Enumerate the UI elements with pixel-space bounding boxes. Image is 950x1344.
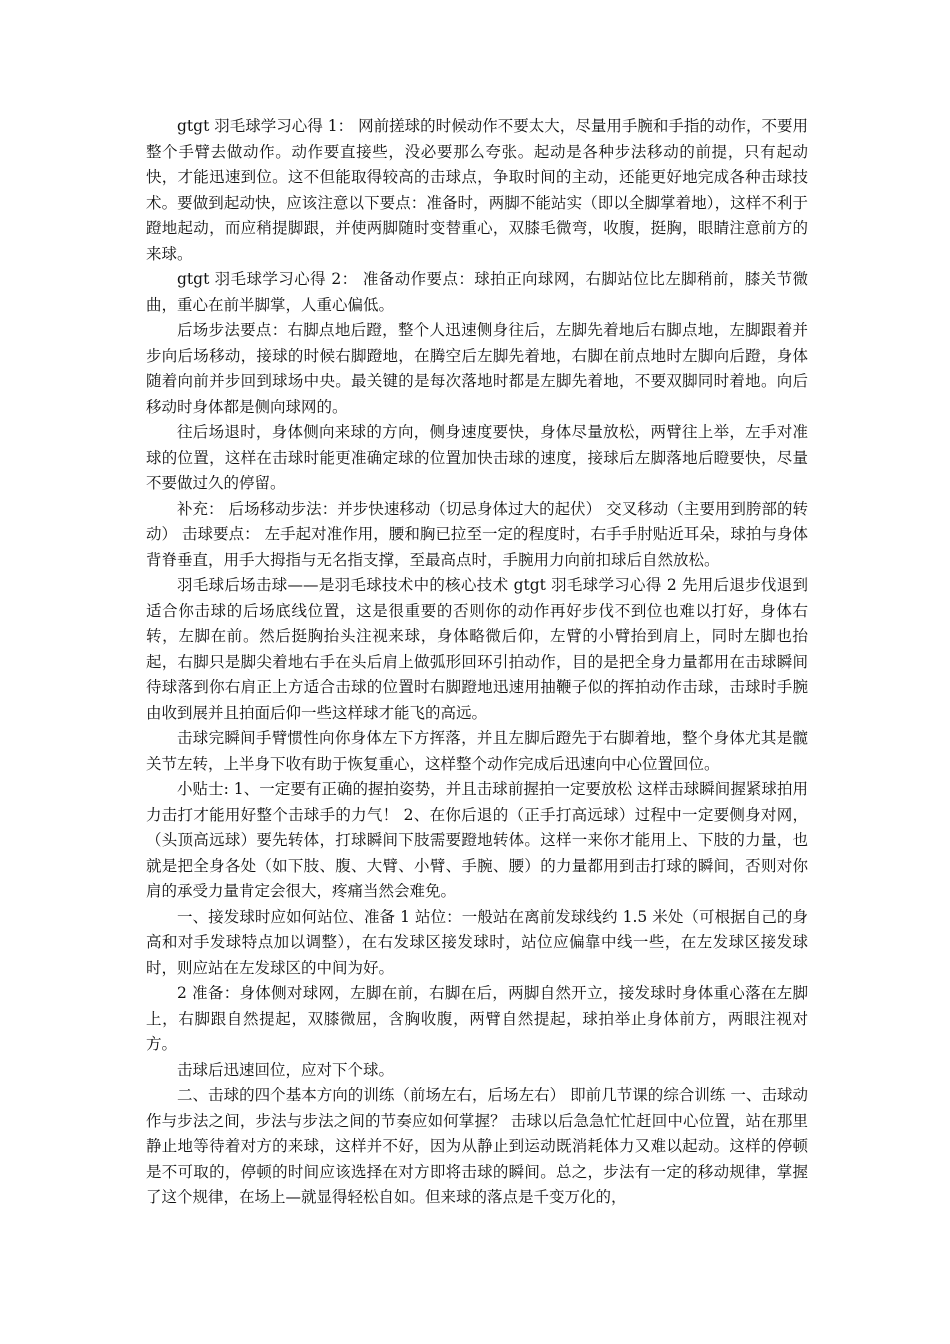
- paragraph-11: 击球后迅速回位，应对下个球。: [177, 1060, 395, 1079]
- paragraph-5: 补充： 后场移动步法：并步快速移动（切忌身体过大的起伏） 交叉移动（主要用到胯部的转动） 击球要点： 左手起对准作用，腰和胸已拉至一定的程度时，右手手肘贴近耳朵，球拍与身体背脊垂直，用手大拇指与无名指支撑，至最高点时，手腕用力向前扣球后自然放松。: [146, 499, 808, 569]
- paragraph-3: 后场步法要点：右脚点地后蹬，整个人迅速侧身往后，左脚先着地后右脚点地，左脚跟着并步向后场移动，接球的时候右脚蹬地，在腾空后左脚先着地，右脚在前点地时左脚向后蹬，身体随着向前并步回到球场中央。最关键的是每次落地时都是左脚先着地，不要双脚同时着地。向后移动时身体都是侧向球网的。: [146, 321, 808, 416]
- paragraph-1: gtgt 羽毛球学习心得 1： 网前搓球的时候动作不要太大，尽量用手腕和手指的动作，不要用整个手臂去做动作。动作要直接些，没必要那么夸张。起动是各种步法移动的前提，只有起动快，才能迅速到位。这不但能取得较高的击球点，争取时间的主动，还能更好地完成各种击球技术。要做到起动快，应该注意以下要点：准备时，两脚不能站实（即以全脚掌着地），这样不利于蹬地起动，而应稍提脚跟，并使两脚随时变替重心，双膝毛微弯，收腹，挺胸，眼睛注意前方的来球。: [146, 117, 808, 263]
- paragraph-12: 二、击球的四个基本方向的训练（前场左右，后场左右） 即前几节课的综合训练 一、击球动作与步法之间，步法与步法之间的节奏应如何掌握？ 击球以后急急忙忙赶回中心位置，站在那里静止地等待着对方的来球，这样并不好，因为从静止到运动既消耗体力又难以起动。这样的停顿是不可取的，停顿的时间应该选择在对方即将击球的瞬间。总之，步法有一定的移动规律，掌握了这个规律，在场上—就显得轻松自如。但来球的落点是千变万化的，: [146, 1086, 808, 1206]
- document-body: [146, 114, 808, 1211]
- paragraph-2: gtgt 羽毛球学习心得 2： 准备动作要点：球拍正向球网，右脚站位比左脚稍前，膝关节微曲，重心在前半脚掌，人重心偏低。: [146, 270, 808, 314]
- paragraph-8: 小贴士: 1、一定要有正确的握拍姿势，并且击球前握拍一定要放松 这样击球瞬间握紧球拍用力击打才能用好整个击球手的力气！ 2、在你后退的（正手打高远球）过程中一定要侧身对网，（头顶高远球）要先转体，打球瞬间下肢需要蹬地转体。这样一来你才能用上、下肢的力量，也就是把全身各处（如下肢、腹、大臂、小臂、手腕、腰）的力量都用到击打球的瞬间，否则对你肩的承受力量肯定会很大，疼痛当然会难免。: [146, 780, 808, 900]
- paragraph-4: 往后场退时，身体侧向来球的方向，侧身速度要快，身体尽量放松，两臂往上举，左手对准球的位置，这样在击球时能更准确定球的位置加快击球的速度，接球后左脚落地后瞪要快，尽量不要做过久的停留。: [146, 423, 808, 492]
- paragraph-7: 击球完瞬间手臂惯性向你身体左下方挥落，并且左脚后蹬先于右脚着地，整个身体尤其是髋关节左转，上半身下收有助于恢复重心，这样整个动作完成后迅速向中心位置回位。: [146, 729, 808, 773]
- paragraph-9: 一、接发球时应如何站位、准备 1 站位：一般站在离前发球线约 1.5 米处（可根据自己的身高和对手发球特点加以调整），在右发球区接发球时，站位应偏靠中线一些，在左发球区接发球时，则应站在左发球区的中间为好。: [146, 907, 808, 977]
- paragraph-6: 羽毛球后场击球——是羽毛球技术中的核心技术 gtgt 羽毛球学习心得 2 先用后退步伐退到适合你击球的后场底线位置，这是很重要的否则你的动作再好步伐不到位也难以打好，身体右转，左脚在前。然后挺胸抬头注视来球，身体略微后仰，左臂的小臂抬到肩上，同时左脚也抬起，右脚只是脚尖着地右手在头后肩上做弧形回环引拍动作，目的是把全身力量都用在击球瞬间待球落到你右肩正上方适合击球的位置时右脚蹬地迅速用抽鞭子似的挥拍动作击球，击球时手腕由收到展并且拍面后仰一些这样球才能飞的高远。: [146, 576, 808, 722]
- paragraph-10: 2 准备：身体侧对球网，左脚在前，右脚在后，两脚自然开立，接发球时身体重心落在左脚上，右脚跟自然提起，双膝微屈，含胸收腹，两臂自然提起，球拍举止身体前方，两眼注视对方。: [146, 984, 808, 1053]
